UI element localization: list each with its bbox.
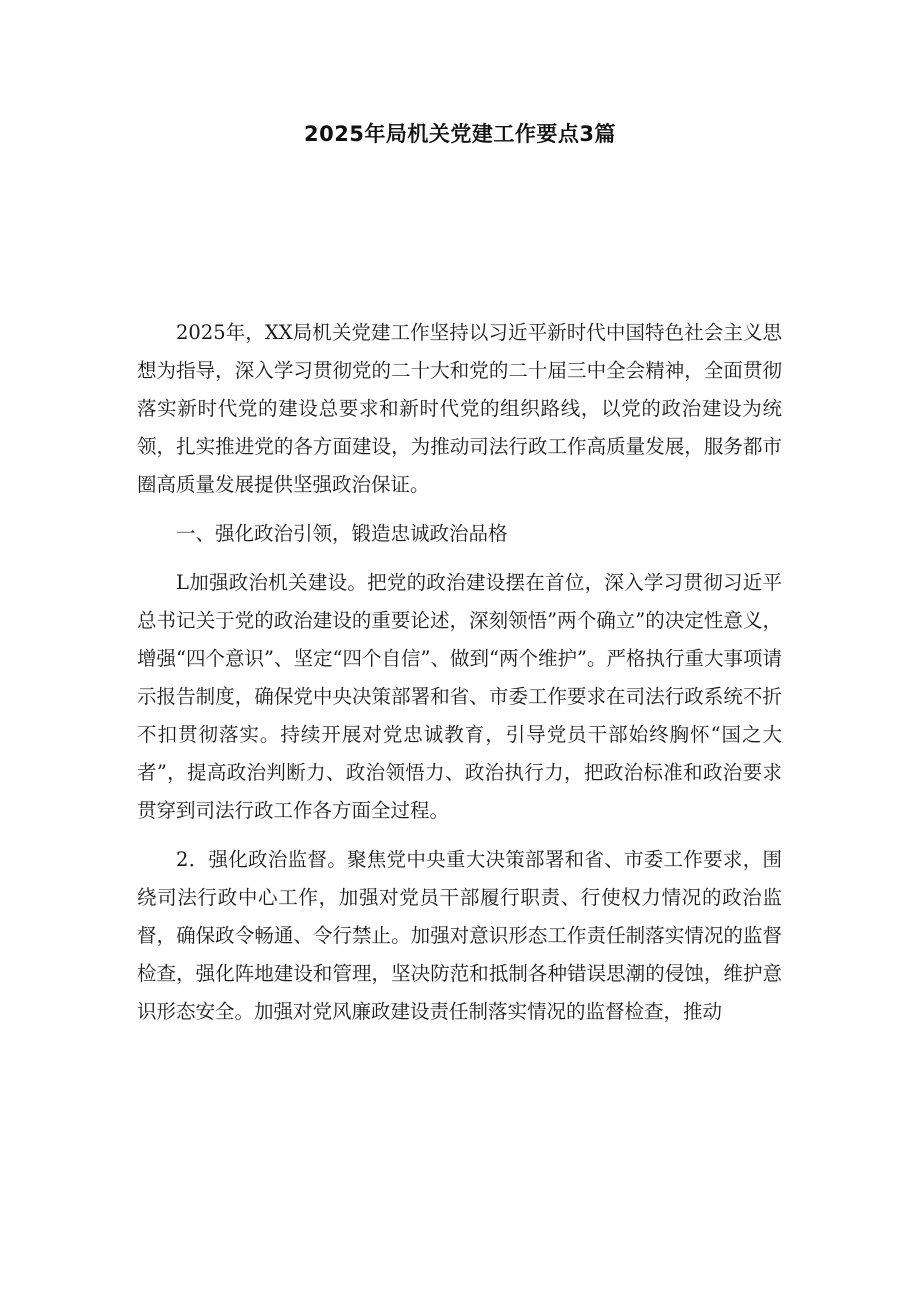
section-heading-1: 一、强化政治引领，锻造忠诚政治品格 xyxy=(176,522,508,545)
paragraph-item-2: 2．强化政治监督。聚焦党中央重大决策部署和省、市委工作要求，围绕司法行政中心工作，加强对党员干部履行职责、行使权力情况的政治监督，确保政令畅通、令行禁止。加强对意识形态工作责任制落实情况的监督检查，强化阵地建设和管理，坚决防范和抵制各种错误思潮的侵蚀，维护意识形态安全。加强对党风廉政建设责任制落实情况的监督检查，推动 xyxy=(137,848,782,1023)
document-title: 2025年局机关党建工作要点3篇 xyxy=(303,122,617,146)
paragraph-item-1: L加强政治机关建设。把党的政治建设摆在首位，深入学习贯彻习近平总书记关于党的政治建设的重要论述，深刻领悟”两个确立”的决定性意义，增强“四个意识”、坚定“四个自信”、做到“两个维护”。严格执行重大事项请示报告制度，确保党中央决策部署和省、市委工作要求在司法行政系统不折不扣贯彻落实。持续开展对党忠诚教育，引导党员干部始终胸怀“国之大者”，提高政治判断力、政治领悟力、政治执行力，把政治标准和政治要求贯穿到司法行政工作各方面全过程。 xyxy=(137,571,782,822)
paragraph-intro: 2025年，XX局机关党建工作坚持以习近平新时代中国特色社会主义思想为指导，深入学习贯彻党的二十大和党的二十届三中全会精神，全面贯彻落实新时代党的建设总要求和新时代党的组织路线，以党的政治建设为统领，扎实推进党的各方面建设，为推动司法行政工作高质量发展，服务都市圈高质量发展提供坚强政治保证。 xyxy=(137,321,782,496)
document-body xyxy=(137,314,782,1042)
